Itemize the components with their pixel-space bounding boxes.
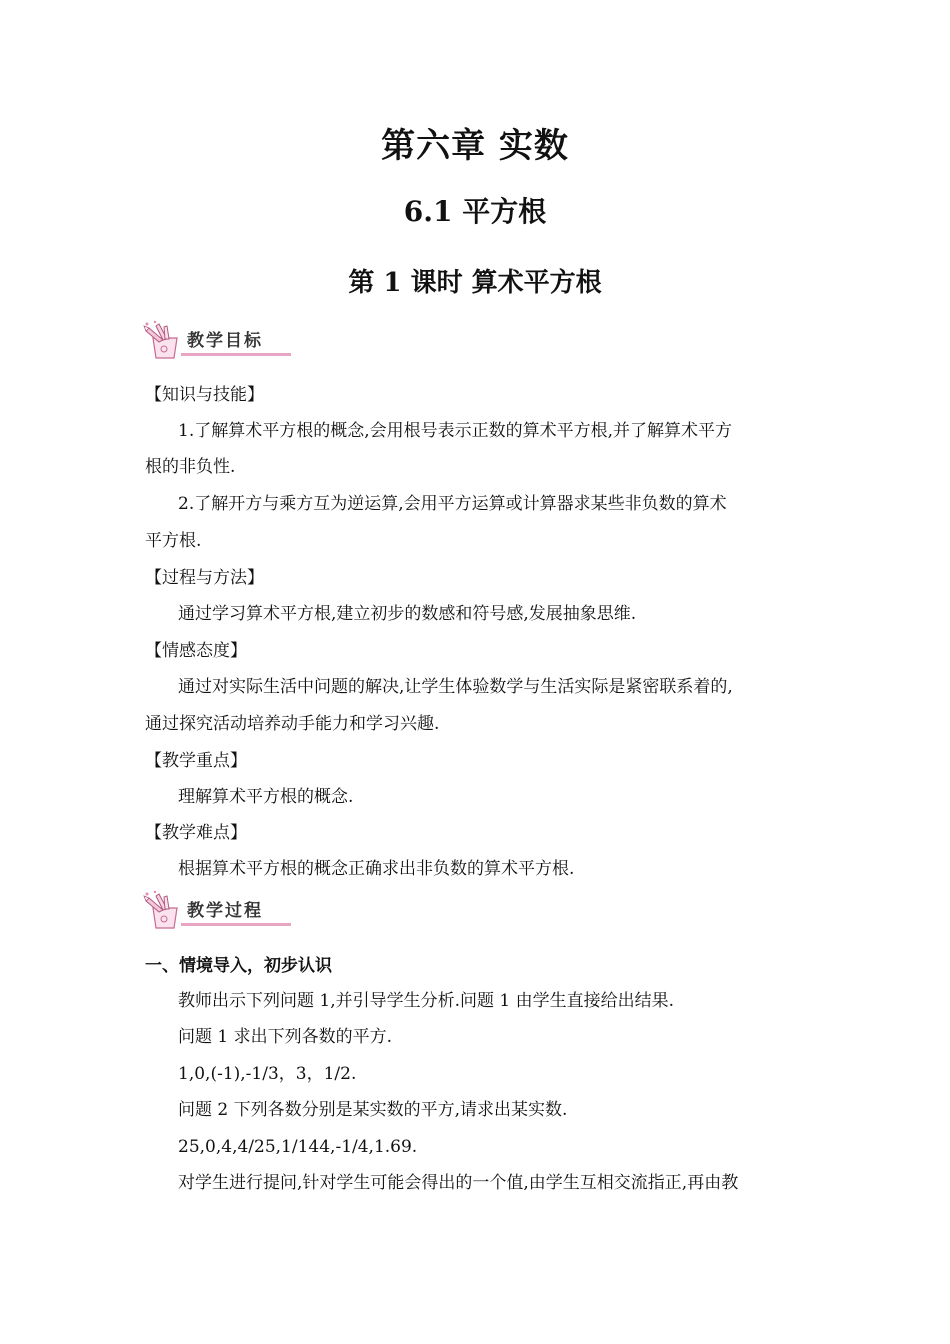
attitude-heading: 【情感态度】 (145, 641, 247, 661)
objectives-banner (143, 320, 291, 360)
attitude-line-1: 通过对实际生活中问题的解决,让学生体验数学与生活实际是紧密联系着的, (178, 677, 733, 697)
knowledge-item-1-line-2: 根的非负性. (145, 457, 236, 477)
difficulty-text: 根据算术平方根的概念正确求出非负数的算术平方根. (178, 859, 575, 879)
process-line: 1,0,(-1),-1/3，3，1/2. (178, 1064, 357, 1084)
key-point-heading: 【教学重点】 (145, 751, 247, 771)
method-heading: 【过程与方法】 (145, 568, 264, 588)
process-line: 问题 1 求出下列各数的平方. (178, 1027, 393, 1047)
lesson-title: 第 1 课时 算术平方根 (348, 268, 602, 298)
process-line: 对学生进行提问,针对学生可能会得出的一个值,由学生互相交流指正,再由教 (178, 1173, 739, 1193)
process-line: 问题 2 下列各数分别是某实数的平方,请求出某实数. (178, 1100, 568, 1120)
process-line: 教师出示下列问题 1,并引导学生分析.问题 1 由学生直接给出结果. (178, 991, 675, 1011)
knowledge-item-2-line-1: 2.了解开方与乘方互为逆运算,会用平方运算或计算器求某些非负数的算术 (178, 494, 727, 514)
banner-label: 教学目标 (187, 331, 263, 351)
banner-underline (181, 353, 291, 356)
knowledge-item-1-line-1: 1.了解算术平方根的概念,会用根号表示正数的算术平方根,并了解算术平方 (178, 421, 733, 441)
knowledge-item-2-line-2: 平方根. (145, 531, 202, 551)
banner-label: 教学过程 (187, 901, 263, 921)
section-1-heading: 一、情境导入，初步认识 (145, 956, 332, 976)
banner-underline (181, 923, 291, 926)
attitude-line-2: 通过探究活动培养动手能力和学习兴趣. (145, 714, 440, 734)
difficulty-heading: 【教学难点】 (145, 823, 247, 843)
key-point-text: 理解算术平方根的概念. (178, 787, 354, 807)
knowledge-heading: 【知识与技能】 (145, 385, 264, 405)
chapter-title: 第六章 实数 (381, 126, 569, 166)
process-line: 25,0,4,4/25,1/144,-1/4,1.69. (178, 1137, 418, 1157)
section-title: 6.1 平方根 (403, 195, 547, 228)
process-banner (143, 890, 291, 930)
method-text: 通过学习算术平方根,建立初步的数感和符号感,发展抽象思维. (178, 604, 637, 624)
